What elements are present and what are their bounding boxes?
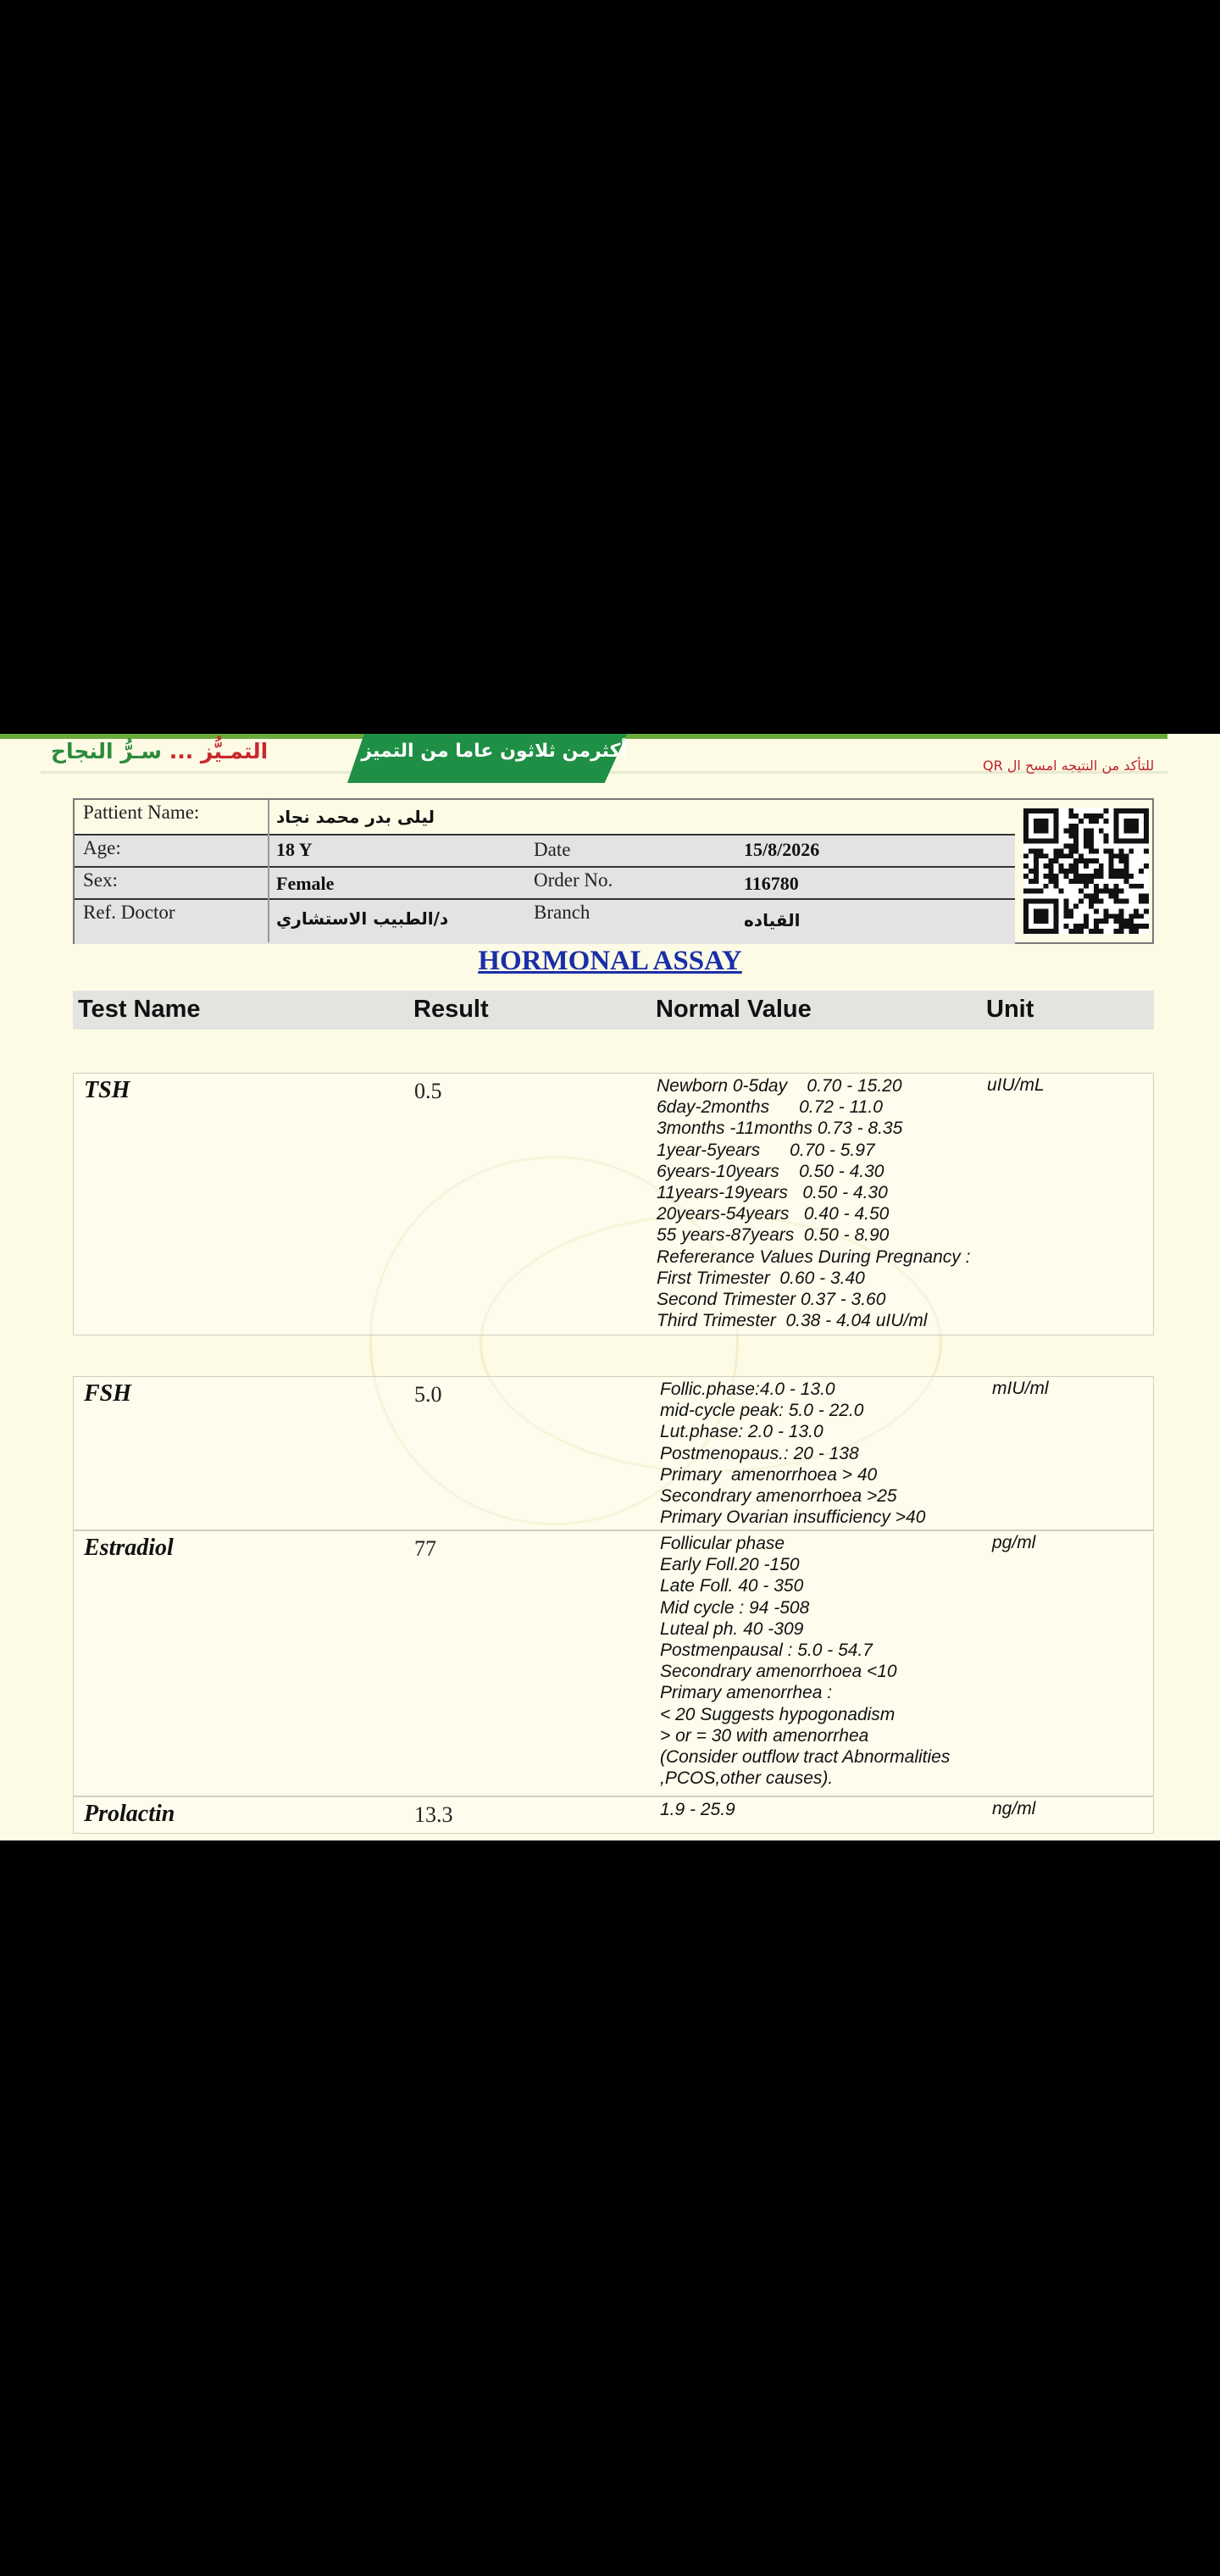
test-unit: uIU/mL	[987, 1075, 1045, 1095]
test-row-tsh	[73, 1073, 1154, 1335]
normal-line: (Consider outflow tract Abnormalities	[660, 1747, 951, 1768]
normal-line: Secondrary amenorrhoea <10	[660, 1662, 897, 1682]
normal-line: mid-cycle peak: 5.0 - 22.0	[660, 1401, 864, 1421]
normal-line: Postmenpausal : 5.0 - 54.7	[660, 1641, 873, 1661]
test-name: FSH	[84, 1380, 132, 1407]
normal-line: ,PCOS,other causes).	[660, 1768, 834, 1789]
test-normal-values	[660, 1533, 950, 1789]
lab-report-document	[0, 734, 1220, 1840]
sex-label: Sex:	[83, 869, 118, 891]
test-unit: pg/ml	[992, 1533, 1036, 1552]
normal-line: Late Foll. 40 - 350	[660, 1576, 804, 1596]
test-name: TSH	[84, 1077, 130, 1103]
normal-line: Lut.phase: 2.0 - 13.0	[660, 1422, 824, 1442]
normal-line: Secondrary amenorrhoea >25	[660, 1486, 897, 1507]
lab-logo-text	[51, 739, 268, 763]
patient-name-label: Pattient Name:	[83, 802, 200, 823]
normal-line: Primary Ovarian insufficiency >40	[660, 1507, 926, 1528]
date-label: Date	[534, 839, 571, 860]
normal-line: Refererance Values During Pregnancy :	[657, 1246, 971, 1267]
ref-doctor-label: Ref. Doctor	[83, 902, 175, 923]
normal-line: Luteal ph. 40 -309	[660, 1618, 804, 1639]
test-result: 0.5	[414, 1079, 442, 1103]
normal-line: Follicular phase	[660, 1534, 785, 1553]
logo-part1: التمـيُّز	[200, 739, 269, 763]
normal-line: > or = 30 with amenorrhea	[660, 1725, 869, 1746]
age-label: Age:	[83, 837, 121, 858]
test-result: 13.3	[414, 1802, 453, 1827]
normal-line: Second Trimester 0.37 - 3.60	[657, 1290, 886, 1310]
order-label: Order No.	[534, 869, 613, 891]
qr-code[interactable]	[1023, 805, 1149, 937]
col-result: Result	[413, 996, 489, 1023]
test-unit: mIU/ml	[992, 1379, 1049, 1398]
test-normal-values	[660, 1799, 735, 1820]
test-normal-values	[657, 1075, 970, 1331]
col-test-name: Test Name	[78, 996, 201, 1023]
test-normal-values	[660, 1379, 925, 1528]
normal-line: 11years-19years 0.50 - 4.30	[657, 1183, 888, 1203]
logo-part2: سـرُّ النجاح	[51, 739, 162, 763]
normal-line: Early Foll.20 -150	[660, 1555, 800, 1575]
column-header-row	[73, 991, 1154, 1030]
branch-label: Branch	[534, 902, 591, 923]
normal-line: Postmenopaus.: 20 - 138	[660, 1443, 859, 1463]
patient-name-value: ليلى بدر محمد نجاد	[276, 807, 435, 827]
report-title: HORMONAL ASSAY	[478, 946, 742, 976]
normal-line: 3months -11months 0.73 - 8.35	[657, 1119, 903, 1139]
test-row-prolactin	[73, 1796, 1154, 1834]
normal-line: 1.9 - 25.9	[660, 1800, 735, 1819]
age-value: 18 Y	[276, 839, 313, 860]
normal-line: Primary amenorrhea :	[660, 1683, 833, 1703]
test-result: 77	[414, 1536, 436, 1561]
normal-line: Newborn 0-5day 0.70 - 15.20	[657, 1076, 902, 1096]
sex-value: Female	[276, 873, 335, 894]
normal-line: 20years-54years 0.40 - 4.50	[657, 1204, 890, 1224]
test-row-fsh	[73, 1376, 1154, 1530]
qr-hint-text: للتأكد من النتيجه امسح ال QR	[983, 758, 1155, 774]
slogan-text: أكثرمن ثلاثون عاما من التميز	[361, 741, 627, 762]
normal-line: 1year-5years 0.70 - 5.97	[657, 1140, 875, 1160]
normal-line: Follic.phase:4.0 - 13.0	[660, 1380, 835, 1399]
normal-line: < 20 Suggests hypogonadism	[660, 1704, 896, 1724]
test-name: Estradiol	[84, 1535, 174, 1561]
normal-line: Primary amenorrhoea > 40	[660, 1464, 878, 1485]
normal-line: 6day-2months 0.72 - 11.0	[657, 1097, 883, 1118]
test-result: 5.0	[414, 1382, 442, 1407]
logo-separator: ...	[169, 739, 194, 763]
ref-doctor-value: د/الطبيب الاستشاري	[276, 908, 449, 929]
date-value: 15/8/2026	[744, 839, 820, 860]
col-unit: Unit	[986, 996, 1034, 1023]
patient-info-table	[73, 798, 1154, 944]
test-unit: ng/ml	[992, 1799, 1036, 1818]
normal-line: 55 years-87years 0.50 - 8.90	[657, 1225, 890, 1246]
order-value: 116780	[744, 873, 799, 894]
normal-line: First Trimester 0.60 - 3.40	[657, 1268, 865, 1288]
normal-line: Mid cycle : 94 -508	[660, 1597, 810, 1618]
test-name: Prolactin	[84, 1801, 175, 1827]
col-normal-value: Normal Value	[656, 996, 812, 1023]
normal-line: 6years-10years 0.50 - 4.30	[657, 1161, 884, 1181]
test-row-estradiol	[73, 1530, 1154, 1796]
normal-line: Third Trimester 0.38 - 4.04 uIU/ml	[657, 1311, 928, 1331]
branch-value: القياده	[744, 910, 801, 930]
